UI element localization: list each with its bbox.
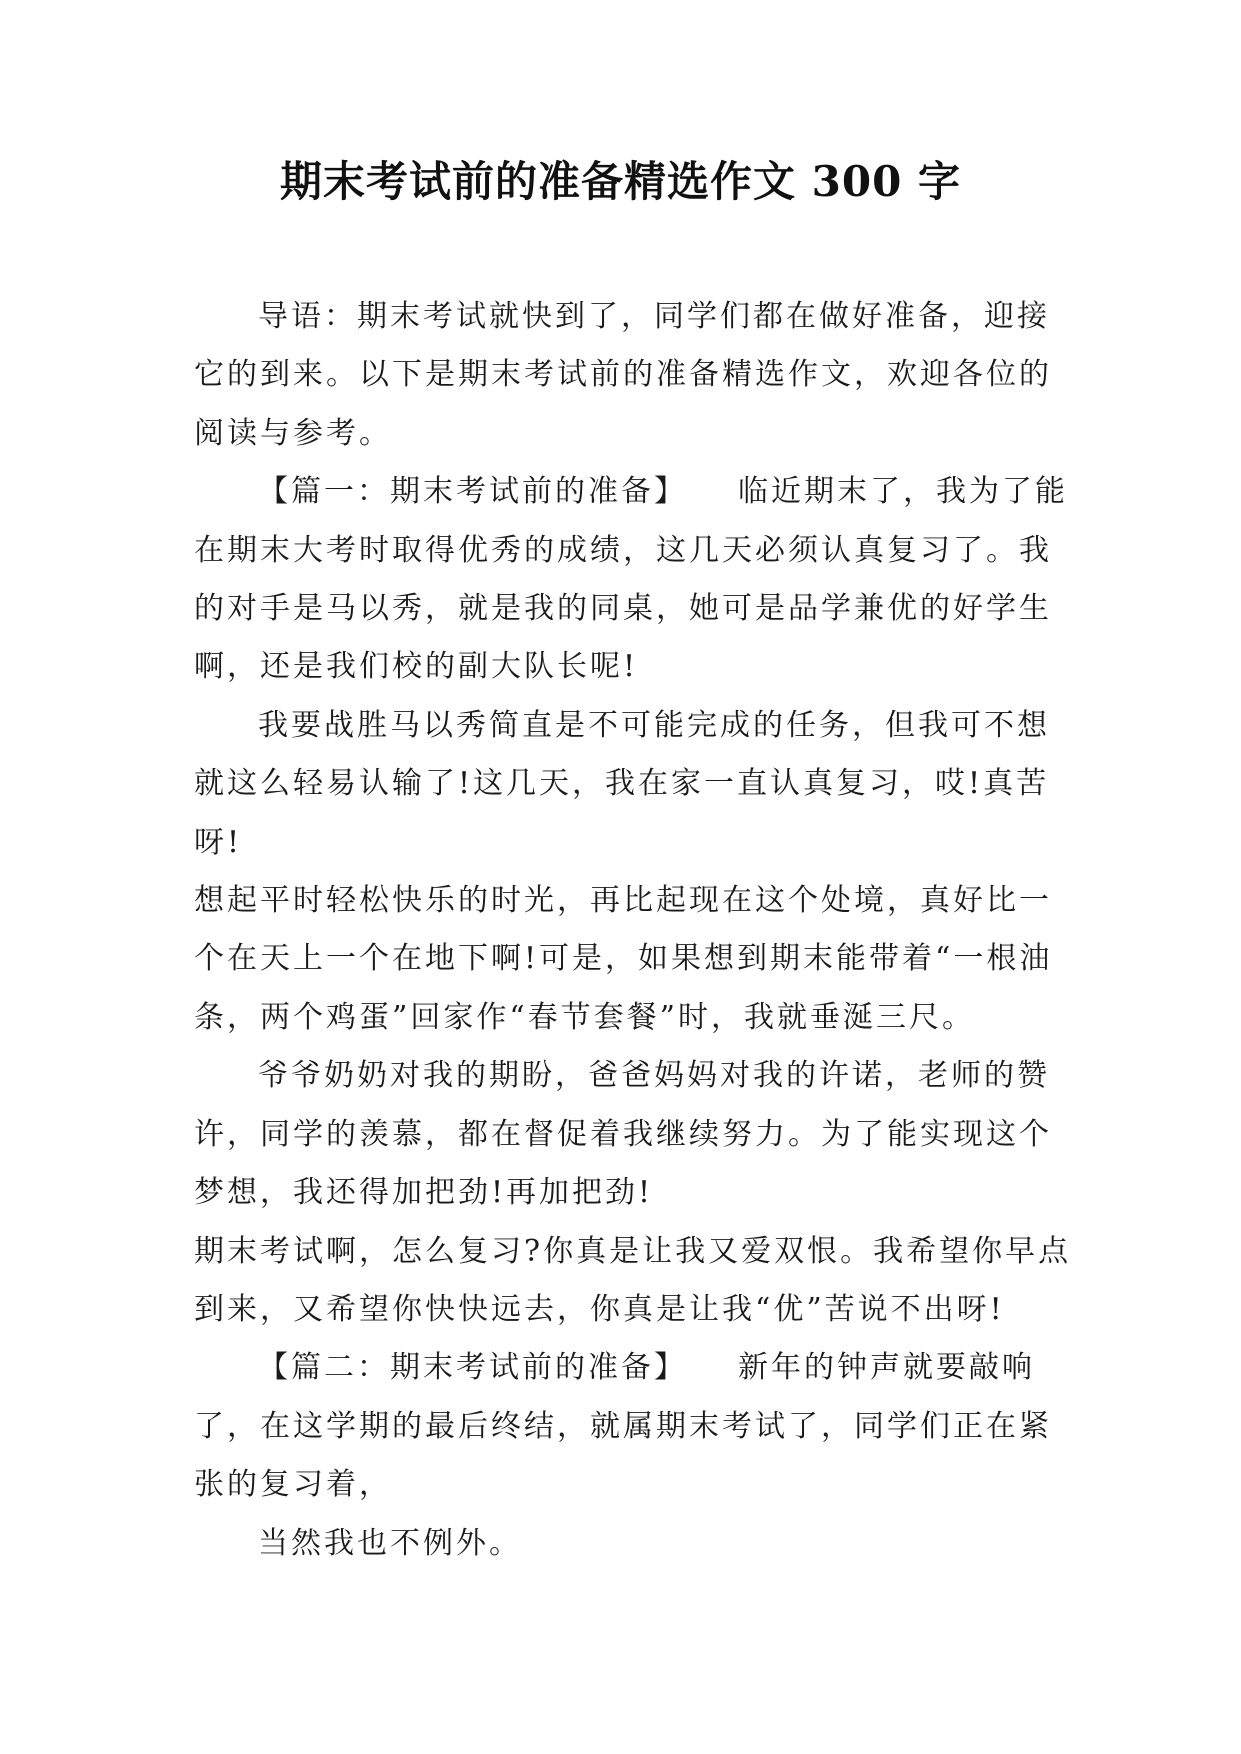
paragraph-part2-opening: 【篇二：期末考试前的准备】 新年的钟声就要敲响了，在这学期的最后终结，就属期末考试了，同学们正在紧张的复习着，	[194, 1350, 1052, 1503]
paragraph-part1-challenge: 我要战胜马以秀简直是不可能完成的任务，但我可不想就这么轻易认输了!这几天，我在家一直认真复习，哎!真苦呀!	[194, 707, 1050, 860]
paragraph-part1-expectations: 爷爷奶奶对我的期盼，爸爸妈妈对我的许诺，老师的赞许，同学的羡慕，都在督促着我继续努力。为了能实现这个梦想，我还得加把劲!再加把劲!	[194, 1058, 1052, 1211]
paragraph-part1-opening: 【篇一：期末考试前的准备】 临近期末了，我为了能在期末大考时取得优秀的成绩，这几天必须认真复习了。我的对手是马以秀，就是我的同桌，她可是品学兼优的好学生啊，还是我们校的副大队长呢!	[194, 474, 1068, 685]
document-title: 期末考试前的准备精选作文 300 字	[280, 157, 961, 206]
paragraph-part1-closing: 期末考试啊，怎么复习?你真是让我又爱双恨。我希望你早点到来，又希望你快快远去，你真是让我“优”苦说不出呀!	[194, 1233, 1072, 1327]
paragraph-part2-continued: 当然我也不例外。	[258, 1525, 522, 1561]
paragraph-part1-memories: 想起平时轻松快乐的时光，再比起现在这个处境，真好比一个在天上一个在地下啊!可是，如果想到期末能带着“一根油条，两个鸡蛋”回家作“春节套餐”时，我就垂涎三尺。	[194, 883, 1053, 1035]
paragraph-intro: 导语：期末考试就快到了，同学们都在做好准备，迎接它的到来。以下是期末考试前的准备精选作文，欢迎各位的阅读与参考。	[194, 299, 1052, 451]
document-body	[194, 288, 1074, 1573]
